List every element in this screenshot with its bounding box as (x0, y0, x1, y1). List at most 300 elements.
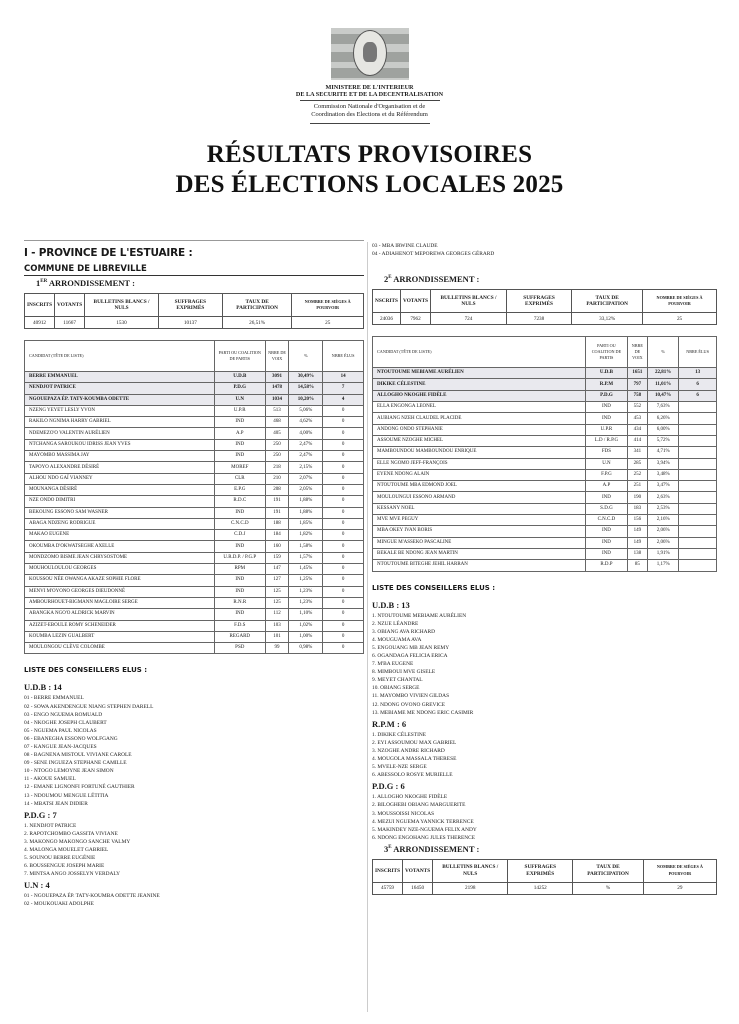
table-row (373, 402, 717, 413)
percent: 2,53% (648, 503, 679, 514)
percent: 2,07% (289, 473, 323, 484)
list-item: 1. NTOUTOUME MEBIAME AURÉLIEN (372, 612, 467, 619)
party: RPM (214, 564, 265, 575)
list-item: 4. MEZUI NGUEMA YANNICK TERRENCE (372, 818, 474, 825)
party: IND (586, 492, 627, 503)
header-votants: VOTANTS (400, 290, 430, 313)
percent: 2,63% (648, 492, 679, 503)
list-item: 01 - BERRE EMMANUEL (24, 695, 84, 702)
candidate-name: NENDJOT PATRICE (25, 383, 215, 394)
arr-suffix: ER (40, 279, 48, 285)
title-line-1: RÉSULTATS PROVISOIRES (206, 141, 533, 168)
left-column (24, 240, 364, 909)
votes: 103 (265, 620, 289, 631)
arr-label: ARRONDISSEMENT : (393, 274, 480, 285)
table-row (373, 537, 717, 548)
party: IND (214, 541, 265, 552)
list-item: 02 - MOUKOUAKI ADOLPHE (24, 901, 94, 908)
votes: 191 (265, 507, 289, 518)
table-row (25, 451, 364, 462)
votes: 184 (265, 530, 289, 541)
votes: 218 (265, 462, 289, 473)
table-row (373, 424, 717, 435)
percent: 1,45% (289, 564, 323, 575)
party: IND (214, 417, 265, 428)
candidate-name: MAYOMBO MASSIMA JAY (25, 451, 215, 462)
table-row (25, 507, 364, 518)
votes: 513 (265, 405, 289, 416)
candidate-name: MENVI M'OYONO GEORGES DIEUDONNÉ (25, 586, 215, 597)
list-item: 07 - KANGUE JEAN-JACQUES (24, 743, 97, 750)
table-row (25, 541, 364, 552)
percent: 6,26% (648, 413, 679, 424)
commune-heading: COMMUNE DE LIBREVILLE (24, 264, 147, 274)
party: A.P (214, 428, 265, 439)
table-row (25, 394, 364, 405)
header-percent: % (648, 337, 679, 368)
percent: 2,06% (648, 537, 679, 548)
percent: 1,91% (648, 548, 679, 559)
list-item: 09 - SENE INGUEZA STEPHANE CAMILLE (24, 760, 127, 767)
percent: 1,10% (289, 609, 323, 620)
page-title (0, 140, 739, 200)
percent: 10,47% (648, 390, 679, 401)
header-elus: NBRE ÉLUS (679, 337, 717, 368)
seats-won: 14 (323, 372, 364, 383)
votes: 758 (627, 390, 648, 401)
table-row (373, 435, 717, 446)
party: IND (586, 548, 627, 559)
list-item: 05 - NGUEMA PAUL NICOLAS (24, 727, 97, 734)
votes: 797 (627, 379, 648, 390)
list-item: 5. MAKINDEY NZE-NGUEMA FELIX ANDY (372, 826, 477, 833)
table-row (25, 484, 364, 495)
percent: 2,47% (289, 439, 323, 450)
list-item: 12. NDONG OVONO GREVICE (372, 701, 446, 708)
list-item: 04 - ADIAHENOT MEPOREWA GEORGES GÉRARD (372, 251, 495, 258)
percent: 10,20% (289, 394, 323, 405)
party: U.D.B (214, 372, 265, 383)
list-item: 5. ENGOUANG MB JEAN REMY (372, 644, 450, 651)
party: S.D.G (586, 503, 627, 514)
arr1-liste-title: LISTE DES CONSEILLERS ELUS : (24, 666, 148, 675)
header-suffrages: SUFFRAGES EXPRIMÉS (508, 859, 573, 882)
arr3-summary-table (372, 859, 717, 895)
seats-won (679, 548, 717, 559)
percent: 1,85% (289, 518, 323, 529)
percent: 1,58% (289, 541, 323, 552)
header-taux: TAUX DE PARTICIPATION (572, 290, 643, 313)
percent: 2,16% (648, 515, 679, 526)
summary-value-row (373, 882, 717, 894)
party: U.R.D.P. / P.G.P (214, 552, 265, 563)
percent: 1,57% (289, 552, 323, 563)
candidate-name: MAMBOUNDOU MAMBOUNDOU ENRIQUE (373, 447, 586, 458)
percent: 1,25% (289, 575, 323, 586)
table-row (25, 405, 364, 416)
candidate-name: MAKAO EUGENE (25, 530, 215, 541)
party: IND (586, 402, 627, 413)
header-taux: TAUX DE PARTICIPATION (222, 294, 292, 317)
percent: 4,62% (289, 417, 323, 428)
arr-number: 1 (36, 278, 41, 288)
header-voix: NBRE DE VOIX (265, 341, 289, 372)
list-item: 8. MIMBOUI MVE GISELE (372, 669, 436, 676)
percent: 4,00% (289, 428, 323, 439)
value-bulletins: 724 (431, 313, 507, 325)
gabon-coat-of-arms-logo (331, 28, 409, 80)
percent: 2,05% (289, 484, 323, 495)
list-item: 7. MINTSA ANGO JOSSELYN VERDALY (24, 871, 121, 878)
seats-won (679, 492, 717, 503)
candidate-name: BEKOUNG ESSONO SAM WASNER (25, 507, 215, 518)
list-item: 03 - MBA IRWINE CLAUDE (372, 243, 438, 249)
percent: 1,88% (289, 507, 323, 518)
percent: 5,06% (289, 405, 323, 416)
value-taux: 33,12% (572, 313, 643, 325)
table-row (373, 503, 717, 514)
votes: 1034 (265, 394, 289, 405)
votes: 208 (265, 484, 289, 495)
ministry-line-1: MINISTERE DE L'INTERIEUR (325, 84, 414, 91)
seats-won: 0 (323, 484, 364, 495)
list-item: 10 - NTOGO LEMOYNE JEAN SIMON (24, 768, 114, 775)
table-row (25, 609, 364, 620)
header-parti: PARTI OU COALITION DE PARTIS (586, 337, 627, 368)
party: P.D.G (214, 383, 265, 394)
list-item: 3. OBIANG AVA RICHARD (372, 628, 435, 635)
ministry-name (0, 84, 739, 98)
value-inscrits: 45759 (373, 882, 403, 894)
candidate-name: MVE MVE PEGUY (373, 515, 586, 526)
candidate-name: NZE ONDO DIMITRI (25, 496, 215, 507)
votes: 453 (627, 413, 648, 424)
header-candidat: CANDIDAT (TÊTE DE LISTE) (25, 341, 215, 372)
party: MOREF (214, 462, 265, 473)
header-percent: % (289, 341, 323, 372)
party: A.P (586, 481, 627, 492)
candidate-name: ALHOU NDO GAÏ VIANNEY (25, 473, 215, 484)
party: FDS (586, 447, 627, 458)
seats-won (679, 424, 717, 435)
seats-won (679, 560, 717, 571)
votes: 183 (627, 503, 648, 514)
arr1-summary-table (24, 293, 364, 329)
votes: 125 (265, 586, 289, 597)
seats-won: 0 (323, 530, 364, 541)
party: P.D.G (586, 390, 627, 401)
list-item: 03 - ENGO NGUEMA ROMUALD (24, 711, 103, 718)
candidate-name: MBA OKEY IVAN BORIS (373, 526, 586, 537)
seats-won (679, 503, 717, 514)
candidate-name: ASSOUME NZOGHE MICHEL (373, 435, 586, 446)
seats-won: 0 (323, 541, 364, 552)
percent: 1,02% (289, 620, 323, 631)
header-candidat: CANDIDAT (TÊTE DE LISTE) (373, 337, 586, 368)
seats-won (679, 402, 717, 413)
table-row (25, 631, 364, 642)
province-heading: I - PROVINCE DE L'ESTUAIRE : (24, 247, 193, 259)
candidate-name: ABAGA NDZENG RODRIGUE (25, 518, 215, 529)
candidate-name: AMBOURHOUET-BIGMANN MAGLOIRE SERGE (25, 597, 215, 608)
value-bulletins: 1530 (85, 317, 159, 329)
party-elus-title: U.N : 4 (24, 880, 50, 891)
list-item: 2. NZUE LÉANDRE (372, 620, 419, 627)
candidate-name: RAKILO NGNIMA HARRY GABRIEL (25, 417, 215, 428)
summary-value-row (25, 317, 364, 329)
arr-label: ARRONDISSEMENT : (393, 843, 480, 854)
percent: 30,49% (289, 372, 323, 383)
seats-won (679, 481, 717, 492)
candidate-name: MOULOUNGUI ESSONO ARMAND (373, 492, 586, 503)
table-row (373, 560, 717, 571)
header-rule (310, 123, 430, 124)
list-item: 04 - NKOGHE JOSEPH CLAUBERT (24, 719, 107, 726)
list-item: 3. MAKONGO MAKONGO SANCHE VALMY (24, 838, 131, 845)
arr2-elus-list (372, 600, 717, 842)
candidate-name: TAPOYO ALEXANDRE DÉSIRÉ (25, 462, 215, 473)
candidate-name: NTCHANGA SAROUKOU IDRISS JEAN YVES (25, 439, 215, 450)
votes: 1478 (265, 383, 289, 394)
header-inscrits: NSCRITS (373, 290, 401, 313)
list-item: 2. RAPOTCHOMBO GASSITA VIVIANE (24, 830, 118, 837)
table-row (25, 439, 364, 450)
candidate-name: ABANGKA NGO'O ALDRICK MARVIN (25, 609, 215, 620)
votes: 156 (627, 515, 648, 526)
seats-won: 0 (323, 405, 364, 416)
votes: 552 (627, 402, 648, 413)
party: U.P.R (586, 424, 627, 435)
table-row (373, 548, 717, 559)
party: IND (214, 507, 265, 518)
seats-won: 0 (323, 451, 364, 462)
arr2-candidates-table (372, 336, 717, 571)
table-row (373, 413, 717, 424)
votes: 160 (265, 541, 289, 552)
party: R.D.P (586, 560, 627, 571)
value-sieges: 29 (643, 882, 716, 894)
candidate-header-row (373, 337, 717, 368)
value-suffrages: 10137 (158, 317, 222, 329)
percent: 3,48% (648, 469, 679, 480)
seats-won: 4 (323, 394, 364, 405)
elus-list (24, 822, 364, 879)
table-row (25, 586, 364, 597)
header-suffrages: SUFFRAGES EXPRIMÉS (158, 294, 222, 317)
column-divider (367, 242, 368, 1012)
party: IND (586, 413, 627, 424)
list-item: 6. NDONG ENGOHANG JULES THERENCE (372, 834, 476, 841)
list-item: 5. SOUNOU BERRE EUGÉNIE (24, 855, 96, 862)
seats-won: 0 (323, 439, 364, 450)
value-suffrages: 14252 (508, 882, 573, 894)
candidate-name: MOULONGOU CLÈVE COLOMBE (25, 643, 215, 654)
seats-won: 0 (323, 564, 364, 575)
candidate-name: NDEMEZO'O VALENTIN AURÉLIEN (25, 428, 215, 439)
seats-won: 0 (323, 417, 364, 428)
party: L.D / R.P.G (586, 435, 627, 446)
table-row (373, 390, 717, 401)
percent: 14,58% (289, 383, 323, 394)
votes: 468 (265, 417, 289, 428)
table-row (373, 368, 717, 379)
header-votants: VOTANTS (55, 294, 85, 317)
list-item: 6. OGANDAGA FELICIA ERICA (372, 653, 448, 659)
seats-won: 0 (323, 631, 364, 642)
candidate-name: EYENE NDONG ALAIN (373, 469, 586, 480)
commission-line-2: Coordination des Elections et du Référendum (311, 110, 428, 118)
votes: 191 (265, 496, 289, 507)
value-sieges: 25 (292, 317, 364, 329)
arr2-summary-table (372, 289, 717, 325)
table-row (373, 458, 717, 469)
list-item: 02 - SOWA AKENDENGUE NIANG STEPHEN DARELL (24, 703, 154, 710)
percent: 2,15% (289, 462, 323, 473)
percent: 1,23% (289, 597, 323, 608)
table-row (25, 372, 364, 383)
votes: 125 (265, 597, 289, 608)
votes: 405 (265, 428, 289, 439)
seats-won: 0 (323, 643, 364, 654)
percent: 3,47% (648, 481, 679, 492)
header-suffrages: SUFFRAGES EXPRIMÉS (506, 290, 571, 313)
table-row (373, 469, 717, 480)
value-taux: 26,51% (222, 317, 292, 329)
votes: 434 (627, 424, 648, 435)
elus-list (372, 612, 717, 717)
votes: 250 (265, 451, 289, 462)
value-votants: 7962 (400, 313, 430, 325)
header-votants: VOTANTS (403, 859, 433, 882)
percent: 11,01% (648, 379, 679, 390)
candidate-name: AUBIANG NZEH CLAUDEL PLACIDE (373, 413, 586, 424)
value-votants: 11667 (55, 317, 85, 329)
seats-won: 0 (323, 597, 364, 608)
document-header (0, 28, 739, 124)
seats-won (679, 435, 717, 446)
votes: 250 (265, 439, 289, 450)
candidate-name: MINGUE M'ASSEKO PASCALINE (373, 537, 586, 548)
candidate-name: AZIZET-EBOULE ROMY SCHENEIDER (25, 620, 215, 631)
candidate-header-row (25, 341, 364, 372)
candidate-name: ANDONG ONDO STEPHANIE (373, 424, 586, 435)
seats-won: 0 (323, 428, 364, 439)
list-item: 7. M'BA EUGENE (372, 661, 414, 668)
list-item: 4. MALONGA MOUELET GABRIEL (24, 847, 109, 854)
candidate-name: DIKIKE CÉLESTINE (373, 379, 586, 390)
candidate-name: NZENG YEYET LESLY YVON (25, 405, 215, 416)
party-elus-title: P.D.G : 7 (24, 809, 57, 820)
list-item: 4. MOUGOLA MASSALA THERESE (372, 756, 457, 763)
seats-won (679, 458, 717, 469)
candidate-name: BEKALE BE NDONG JEAN MARTIN (373, 548, 586, 559)
votes: 149 (627, 537, 648, 548)
votes: 127 (265, 575, 289, 586)
header-sieges: NOMBRE DE SIÈGES À POURVOIR (643, 290, 717, 313)
elus-list (372, 242, 717, 258)
ministry-line-2: DE LA SECURITE ET DE LA DECENTRALISATION (295, 91, 444, 98)
party: C.D.J (214, 530, 265, 541)
seats-won: 0 (323, 473, 364, 484)
header-sieges: NOMBRE DE SIÈGES À POURVOIR (643, 859, 716, 882)
list-item: 11 - AKOUE SAMUEL (24, 776, 76, 783)
votes: 85 (627, 560, 648, 571)
list-item: 5. MVELE-NZE SERGE (372, 764, 427, 771)
seats-won (679, 413, 717, 424)
table-row (25, 518, 364, 529)
votes: 341 (627, 447, 648, 458)
candidate-name: ELLE NGOMO JEFF-FRANÇOIS (373, 458, 586, 469)
party: U.N (586, 458, 627, 469)
percent: 7,63% (648, 402, 679, 413)
table-row (25, 643, 364, 654)
summary-value-row (373, 313, 717, 325)
votes: 190 (627, 492, 648, 503)
arr1-elus-list-continued (372, 242, 717, 258)
list-item: 14 - MBATSI JEAN DIDIER (24, 800, 88, 807)
percent: 0,98% (289, 643, 323, 654)
party: C.N.C.D (214, 518, 265, 529)
party: R.P.M (586, 379, 627, 390)
table-row (373, 481, 717, 492)
table-row (373, 492, 717, 503)
party-elus-title: U.D.B : 13 (372, 599, 410, 610)
value-suffrages: 7238 (506, 313, 571, 325)
header-elus: NBRE ÉLUS (323, 341, 364, 372)
party: IND (586, 526, 627, 537)
table-row (373, 379, 717, 390)
seats-won: 0 (323, 586, 364, 597)
party: CLR (214, 473, 265, 484)
summary-header-row (25, 294, 364, 317)
percent: 5,72% (648, 435, 679, 446)
seats-won: 0 (323, 620, 364, 631)
arr-number: 2 (384, 274, 389, 285)
list-item: 08 - BAGNENA MISTOUL VIVIANE CAROLE (24, 752, 132, 759)
right-column (372, 240, 717, 895)
votes: 251 (627, 481, 648, 492)
candidate-name: KESSANY NOEL (373, 503, 586, 514)
list-item: 6. BOUSSENGUE JOSEPH MARIE (24, 863, 105, 870)
votes: 3091 (265, 372, 289, 383)
header-bulletins: BULLETINS BLANCS / NULS (85, 294, 159, 317)
votes: 285 (627, 458, 648, 469)
list-item: 13 - NDOUMOU MENGUE LÉTITIA (24, 792, 109, 799)
table-row (25, 383, 364, 394)
party-elus-title: P.D.G : 6 (372, 781, 405, 792)
votes: 188 (265, 518, 289, 529)
seats-won (679, 447, 717, 458)
votes: 252 (627, 469, 648, 480)
elus-list (372, 731, 717, 780)
header-sieges: NOMBRE DE SIÈGES À POURVOIR (292, 294, 364, 317)
percent: 6,00% (648, 424, 679, 435)
summary-header-row (373, 859, 717, 882)
percent: 1,88% (289, 496, 323, 507)
list-item: 13. MEBIAME ME NDONG ERIC CASIMIR (372, 709, 474, 716)
commission-name (300, 100, 440, 118)
elus-list (372, 793, 717, 842)
arrondissement-2-heading (384, 274, 717, 284)
arr-suffix: E (388, 845, 392, 851)
party: IND (214, 609, 265, 620)
candidate-name: BERRE EMMANUEL (25, 372, 215, 383)
party: IND (214, 439, 265, 450)
seats-won (679, 515, 717, 526)
title-line-2: DES ÉLECTIONS LOCALES 2025 (175, 171, 564, 198)
votes: 414 (627, 435, 648, 446)
seal-icon (353, 30, 387, 76)
